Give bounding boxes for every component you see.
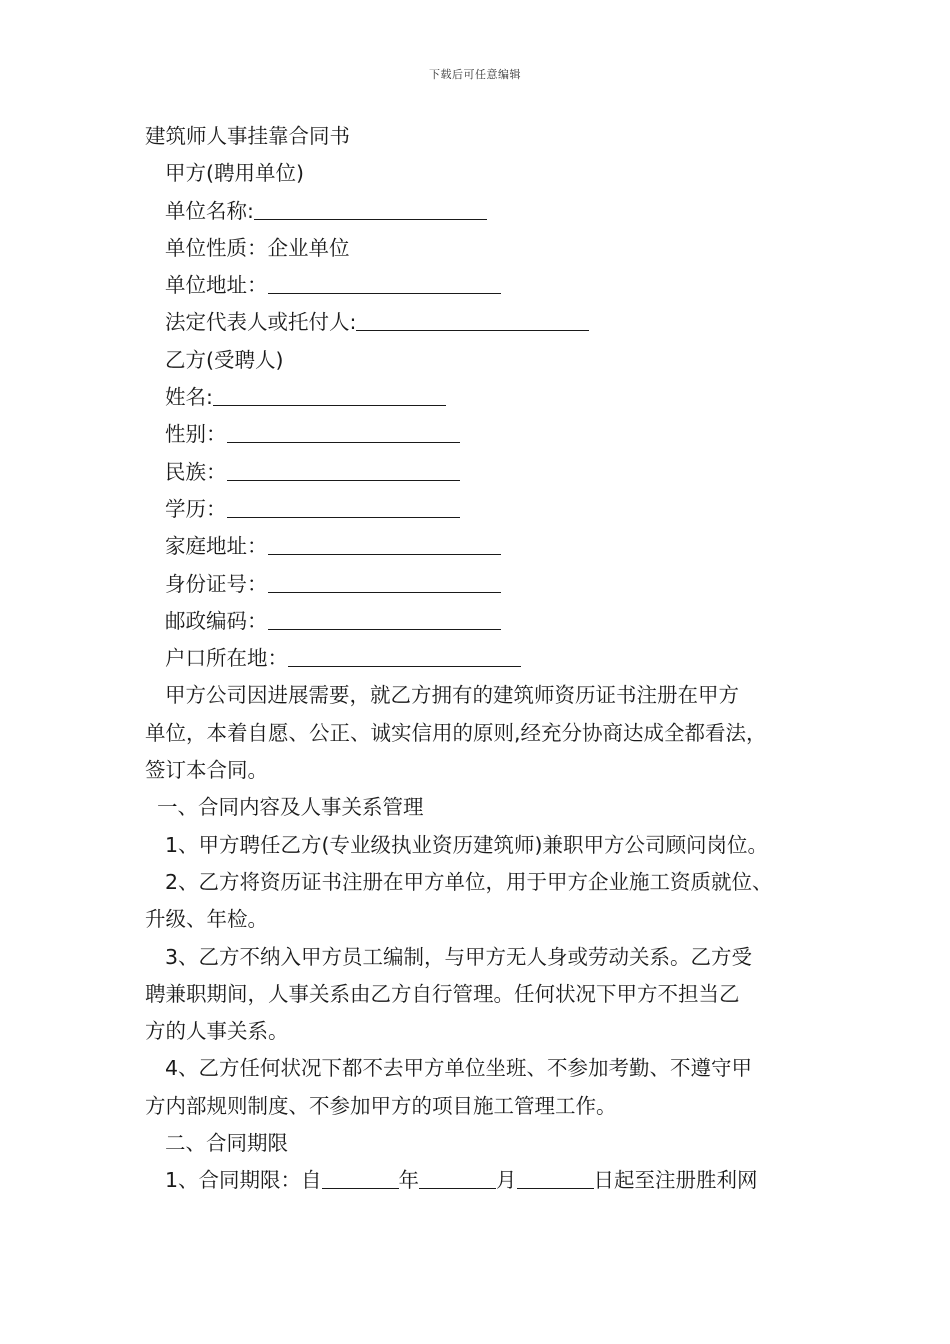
field-ethnicity xyxy=(145,454,825,491)
field-blank[interactable] xyxy=(254,197,487,220)
section2-heading: 二、合同期限 xyxy=(165,1131,288,1156)
field-unit-nature xyxy=(145,230,825,267)
field-blank[interactable] xyxy=(268,532,501,555)
field-id-number xyxy=(145,566,825,603)
field-label: 性别： xyxy=(165,422,227,447)
field-label: 户口所在地： xyxy=(165,646,288,671)
field-blank[interactable] xyxy=(268,607,501,630)
section1-heading: 一、合同内容及人事关系管理 xyxy=(157,795,424,820)
field-home-address xyxy=(145,528,825,565)
field-label: 单位名称: xyxy=(165,198,254,223)
field-name xyxy=(145,379,825,416)
clause-line: 4、乙方任何状况下都不去甲方单位坐班、不参加考勤、不遵守甲 xyxy=(165,1056,753,1081)
day-blank[interactable] xyxy=(517,1166,594,1189)
field-gender xyxy=(145,416,825,453)
document-title: 建筑师人事挂靠合同书 xyxy=(145,124,350,148)
field-unit-name xyxy=(145,193,825,230)
year-blank[interactable] xyxy=(322,1166,399,1189)
field-label: 邮政编码： xyxy=(165,608,268,633)
contract-term-line xyxy=(145,1162,825,1199)
field-label: 家庭地址： xyxy=(165,534,268,559)
clause-line: 方的人事关系。 xyxy=(145,1019,289,1044)
field-postal-code xyxy=(145,603,825,640)
field-blank[interactable] xyxy=(356,308,589,331)
field-blank[interactable] xyxy=(227,420,460,443)
preamble-line: 签订本合同。 xyxy=(145,758,268,783)
field-label: 姓名: xyxy=(165,385,213,410)
field-blank[interactable] xyxy=(213,383,446,406)
clause-line: 升级、年检。 xyxy=(145,907,268,932)
field-label: 身份证号： xyxy=(165,571,268,596)
preamble-line: 甲方公司因进展需要，就乙方拥有的建筑师资历证书注册在甲方 xyxy=(165,683,739,708)
document-body xyxy=(145,118,825,1200)
party-a-heading: 甲方(聘用单位) xyxy=(165,161,304,186)
clause-line: 3、乙方不纳入甲方员工编制，与甲方无人身或劳动关系。乙方受 xyxy=(165,944,753,969)
field-household-registration xyxy=(145,640,825,677)
field-blank[interactable] xyxy=(227,495,460,518)
field-blank[interactable] xyxy=(268,570,501,593)
term-year-unit: 年 xyxy=(398,1168,420,1193)
clause-line: 2、乙方将资历证书注册在甲方单位，用于甲方企业施工资质就位、 xyxy=(165,869,773,894)
field-unit-address xyxy=(145,267,825,304)
field-label: 单位地址： xyxy=(165,273,268,298)
term-prefix: 1、合同期限：自 xyxy=(165,1168,322,1193)
term-month-unit: 月 xyxy=(496,1168,517,1193)
term-suffix: 日起至注册胜利网 xyxy=(593,1168,758,1193)
field-blank[interactable] xyxy=(227,458,460,481)
field-label: 学历： xyxy=(165,496,227,521)
field-label: 单位性质：企业单位 xyxy=(165,235,350,260)
field-legal-rep xyxy=(145,304,825,341)
field-blank[interactable] xyxy=(288,644,521,667)
field-blank[interactable] xyxy=(268,271,501,294)
clause-line: 聘兼职期间，人事关系由乙方自行管理。任何状况下甲方不担当乙 xyxy=(145,981,740,1006)
month-blank[interactable] xyxy=(419,1166,496,1189)
clause-line: 1、甲方聘任乙方(专业级执业资历建筑师)兼职甲方公司顾问岗位。 xyxy=(165,832,769,857)
field-label: 法定代表人或托付人: xyxy=(165,310,357,335)
field-label: 民族： xyxy=(165,459,227,484)
field-education xyxy=(145,491,825,528)
clause-line: 方内部规则制度、不参加甲方的项目施工管理工作。 xyxy=(145,1093,617,1118)
party-b-heading: 乙方(受聘人) xyxy=(165,347,284,372)
header-note: 下载后可任意编辑 xyxy=(429,68,521,81)
preamble-line: 单位，本着自愿、公正、诚实信用的原则,经充分协商达成全都看法， xyxy=(145,720,767,745)
